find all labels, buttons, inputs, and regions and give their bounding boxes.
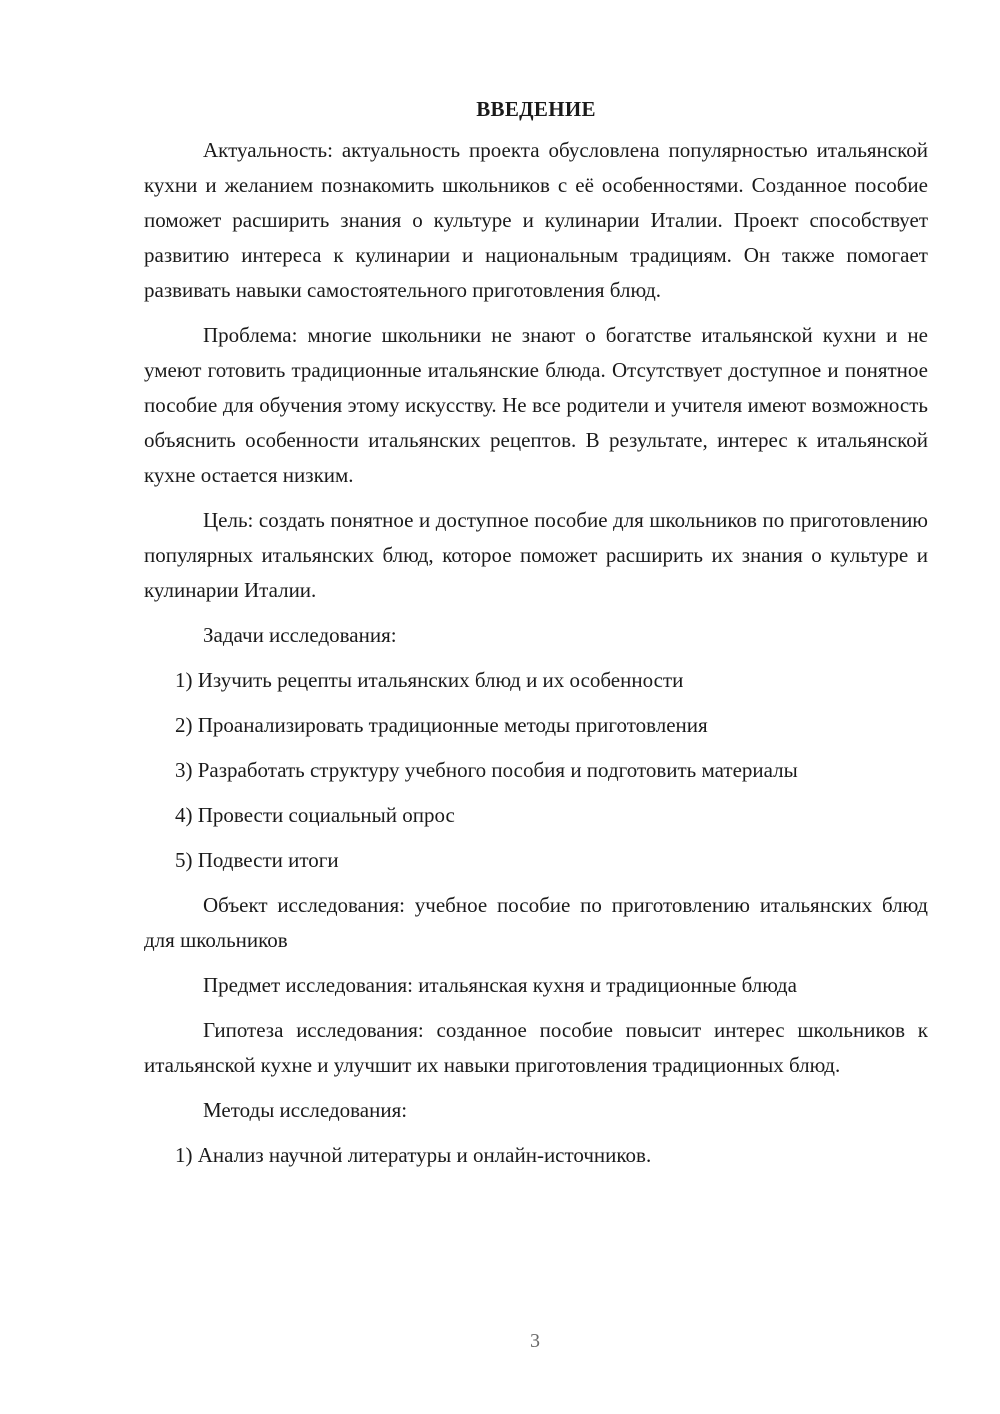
task-item: 5) Подвести итоги xyxy=(175,848,339,872)
task-item: 2) Проанализировать традиционные методы приготовления xyxy=(175,713,708,737)
hypothesis-paragraph: Гипотеза исследования: созданное пособие повысит интерес школьников к итальянской кухне и улучшит их навыки приготовления традиционных блюд. xyxy=(144,1018,928,1077)
task-item: 4) Провести социальный опрос xyxy=(175,803,455,827)
object-paragraph: Объект исследования: учебное пособие по приготовлению итальянских блюд для школьников xyxy=(144,893,928,952)
problem-paragraph: Проблема: многие школьники не знают о богатстве итальянской кухни и не умеют готовить традиционные итальянские блюда. Отсутствует доступное и понятное пособие для обучения этому искусству. Не все родители и учителя имеют возможность объяснить особенности итальянских рецептов. В результате, интерес к итальянской кухне остается низким. xyxy=(144,323,928,487)
relevance-paragraph: Актуальность: актуальность проекта обусловлена популярностью итальянской кухни и желанием познакомить школьников с её особенностями. Созданное пособие поможет расширить знания о культуре и кулинарии Италии. Проект способствует развитию интереса к кулинарии и национальным традициям. Он также помогает развивать навыки самостоятельного приготовления блюд. xyxy=(144,138,928,302)
page-number: 3 xyxy=(530,1330,540,1352)
subject-paragraph: Предмет исследования: итальянская кухня и традиционные блюда xyxy=(203,973,797,997)
method-item: 1) Анализ научной литературы и онлайн-источников. xyxy=(175,1143,652,1167)
page-title: ВВЕДЕНИЕ xyxy=(476,97,596,121)
document-body xyxy=(144,92,928,1183)
task-item: 3) Разработать структуру учебного пособия и подготовить материалы xyxy=(175,758,798,782)
tasks-heading: Задачи исследования: xyxy=(203,623,397,647)
task-item: 1) Изучить рецепты итальянских блюд и их особенности xyxy=(175,668,684,692)
methods-heading: Методы исследования: xyxy=(203,1098,408,1122)
goal-paragraph: Цель: создать понятное и доступное пособие для школьников по приготовлению популярных итальянских блюд, которое поможет расширить их знания о культуре и кулинарии Италии. xyxy=(144,508,928,602)
